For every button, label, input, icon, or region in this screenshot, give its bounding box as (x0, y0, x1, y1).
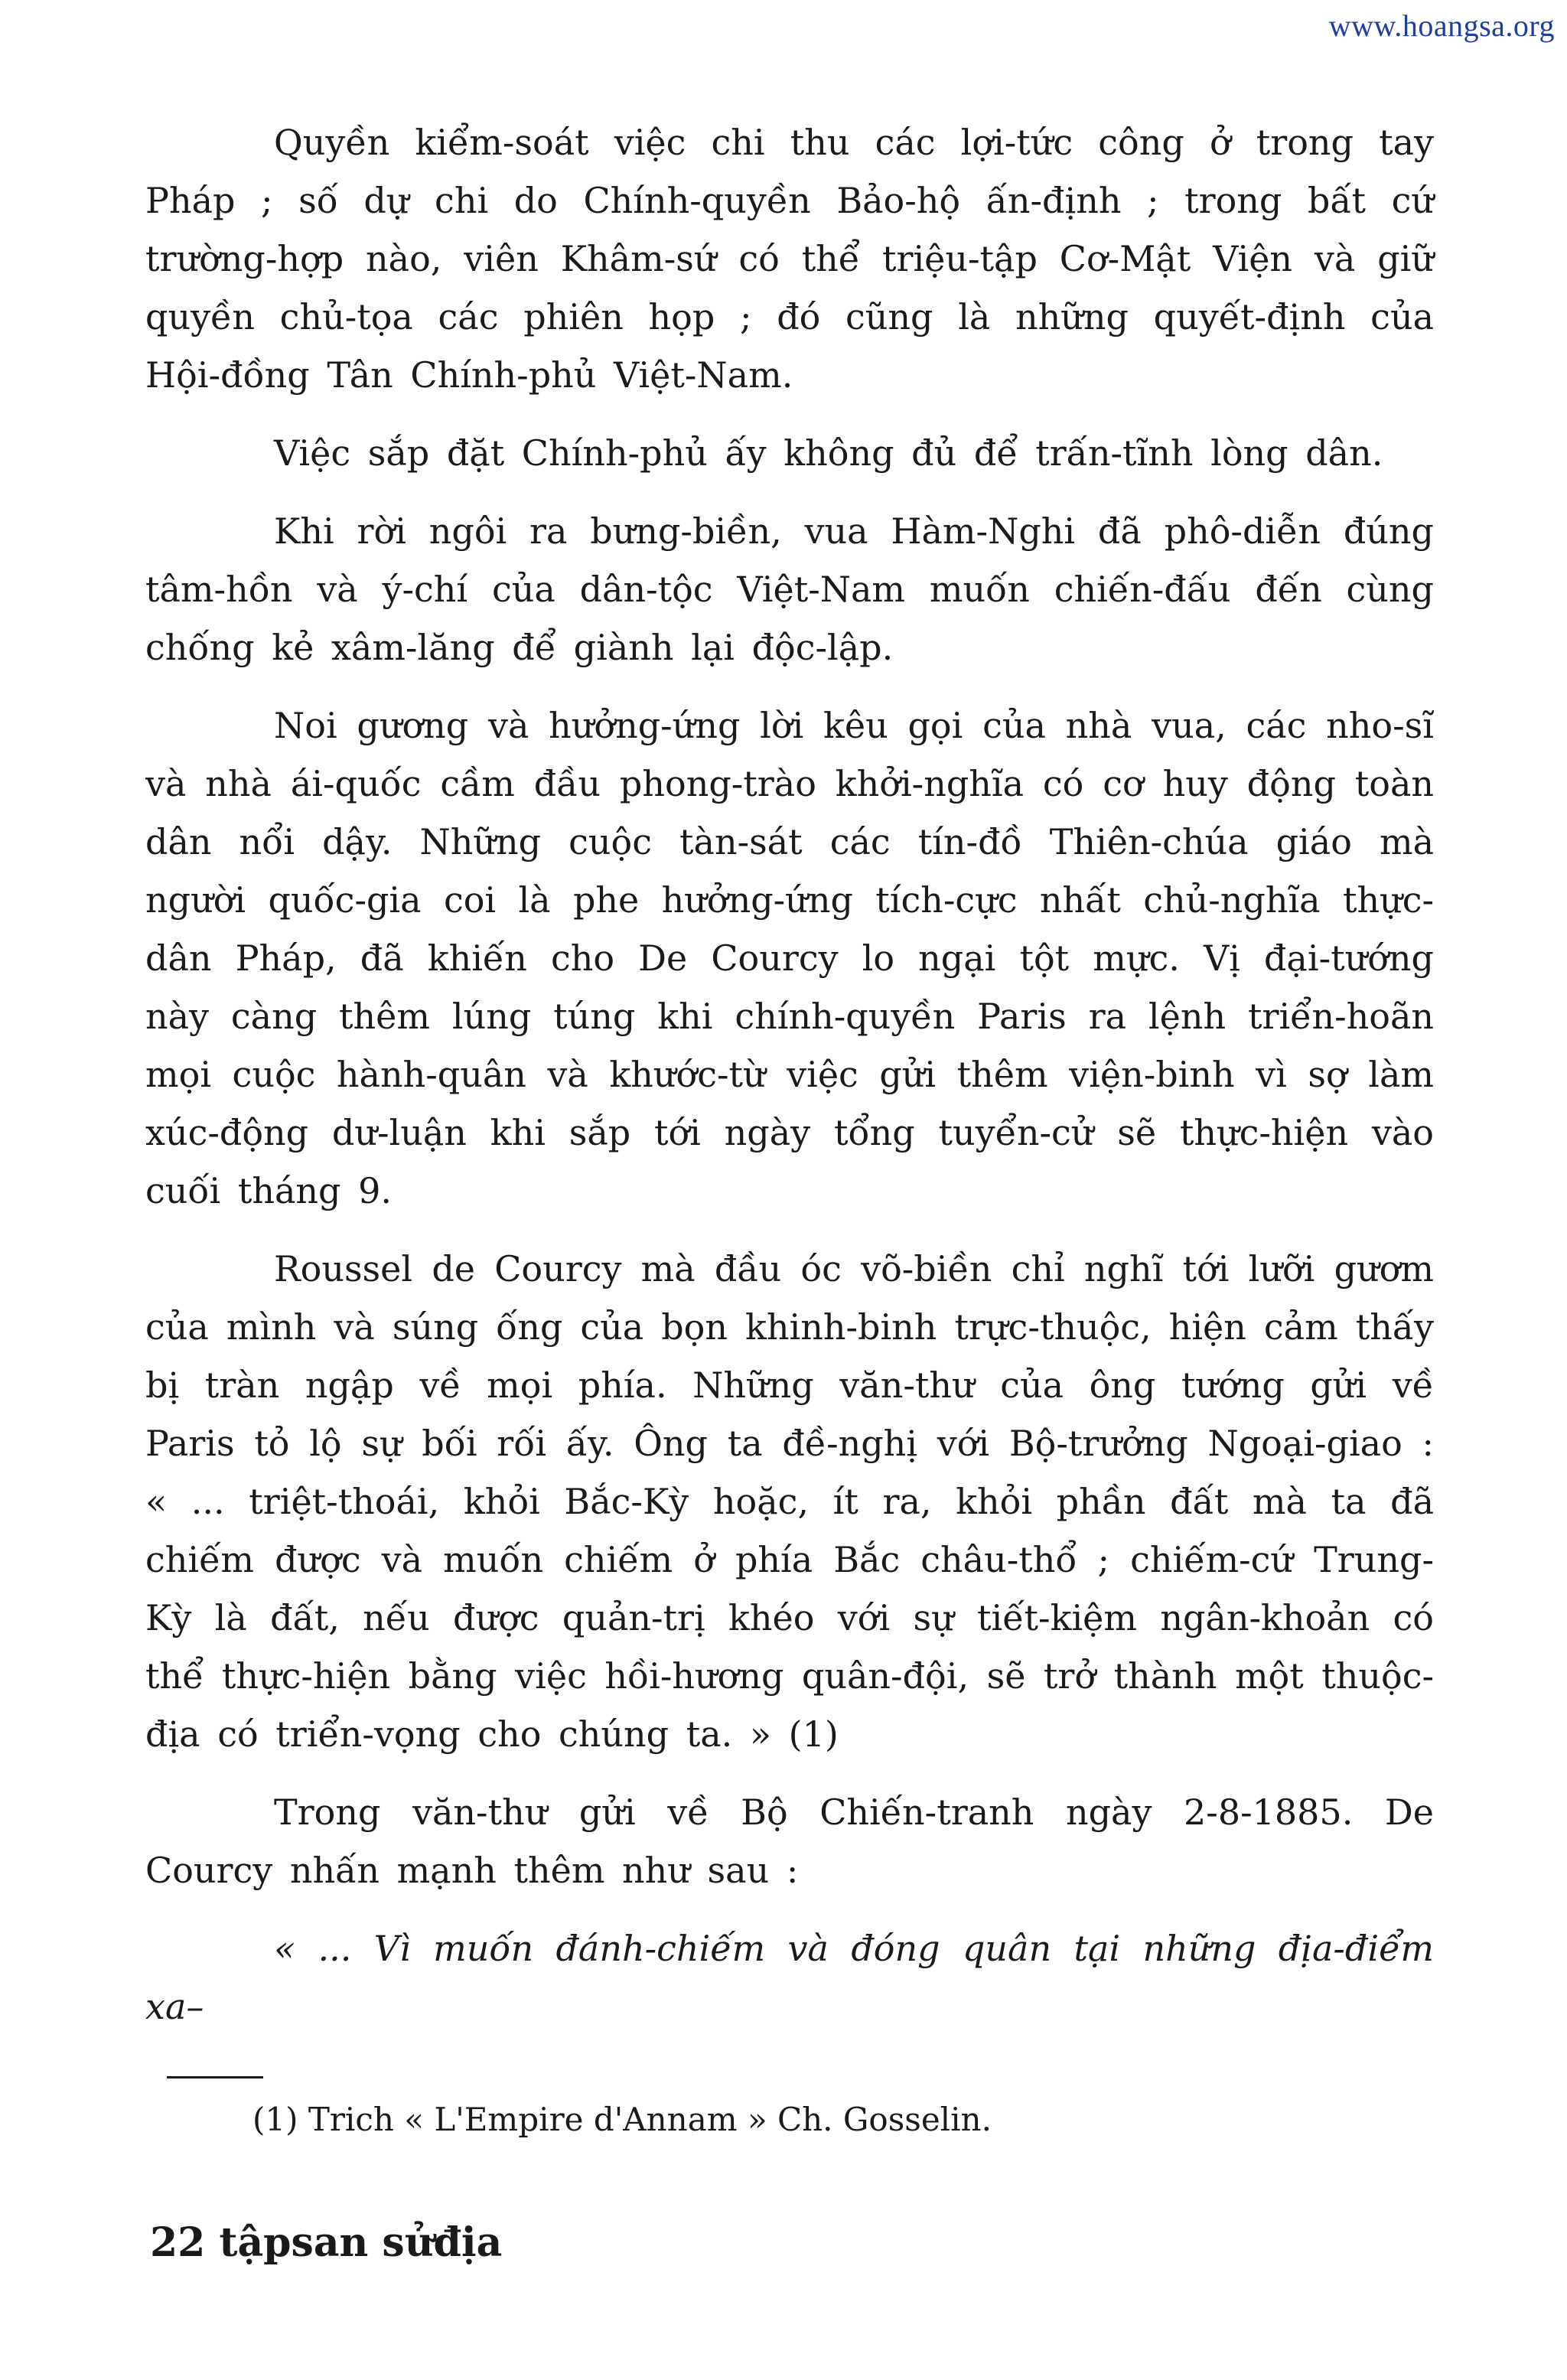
paragraph-6: Trong văn-thư gửi về Bộ Chiến-tranh ngày 2-8-1885. De Courcy nhấn mạnh thêm như sau : (145, 1792, 1434, 1891)
page-body (145, 113, 1434, 2036)
quote-paragraph: « ... Vì muốn đánh-chiếm và đóng quân tại những địa-điểm xa– (145, 1928, 1434, 2027)
paragraph-1: Quyền kiểm-soát việc chi thu các lợi-tức công ở trong tay Pháp ; số dự chi do Chính-quyền Bảo-hộ ấn-định ; trong bất cứ trường-hợp nào, viên Khâm-sứ có thể triệu-tập Cơ-Mật Viện và giữ quyền chủ-tọa các phiên họp ; đó cũng là những quyết-định của Hội-đồng Tân Chính-phủ Việt-Nam. (145, 122, 1434, 396)
footnote-divider (167, 2076, 263, 2078)
paragraph-4: Noi gương và hưởng-ứng lời kêu gọi của nhà vua, các nho-sĩ và nhà ái-quốc cầm đầu phong-trào khởi-nghĩa có cơ huy động toàn dân nổi dậy. Những cuộc tàn-sát các tín-đồ Thiên-chúa giáo mà người quốc-gia coi là phe hưởng-ứng tích-cực nhất chủ-nghĩa thực-dân Pháp, đã khiến cho De Courcy lo ngại tột mực. Vị đại-tướng này càng thêm lúng túng khi chính-quyền Paris ra lệnh triển-hoãn mọi cuộc hành-quân và khước-từ việc gửi thêm viện-binh vì sợ làm xúc-động dư-luận khi sắp tới ngày tổng tuyển-cử sẽ thực-hiện vào cuối tháng 9. (145, 705, 1434, 1211)
paragraph-2: Việc sắp đặt Chính-phủ ấy không đủ để trấn-tĩnh lòng dân. (274, 432, 1383, 474)
paragraph-3: Khi rời ngôi ra bưng-biền, vua Hàm-Nghi đã phô-diễn đúng tâm-hồn và ý-chí của dân-tộc Việt-Nam muốn chiến-đấu đến cùng chống kẻ xâm-lăng để giành lại độc-lập. (145, 510, 1434, 668)
page-footer: 22 tậpsan sửđịa (150, 2219, 503, 2266)
paragraph-5: Roussel de Courcy mà đầu óc võ-biền chỉ nghĩ tới lưỡi gươm của mình và súng ống của bọn khinh-binh trực-thuộc, hiện cảm thấy bị tràn ngập về mọi phía. Những văn-thư của ông tướng gửi về Paris tỏ lộ sự bối rối ấy. Ông ta đề-nghị với Bộ-trưởng Ngoại-giao : « ... triệt-thoái, khỏi Bắc-Kỳ hoặc, ít ra, khỏi phần đất mà ta đã chiếm được và muốn chiếm ở phía Bắc châu-thổ ; chiếm-cứ Trung-Kỳ là đất, nếu được quản-trị khéo với sự tiết-kiệm ngân-khoản có thể thực-hiện bằng việc hồi-hương quân-đội, sẽ trở thành một thuộc-địa có triển-vọng cho chúng ta. » (1) (145, 1248, 1434, 1755)
watermark[interactable]: www.hoangsa.org (1328, 8, 1555, 43)
footnote: (1) Trich « L'Empire d'Annam » Ch. Gosselin. (252, 2101, 992, 2138)
